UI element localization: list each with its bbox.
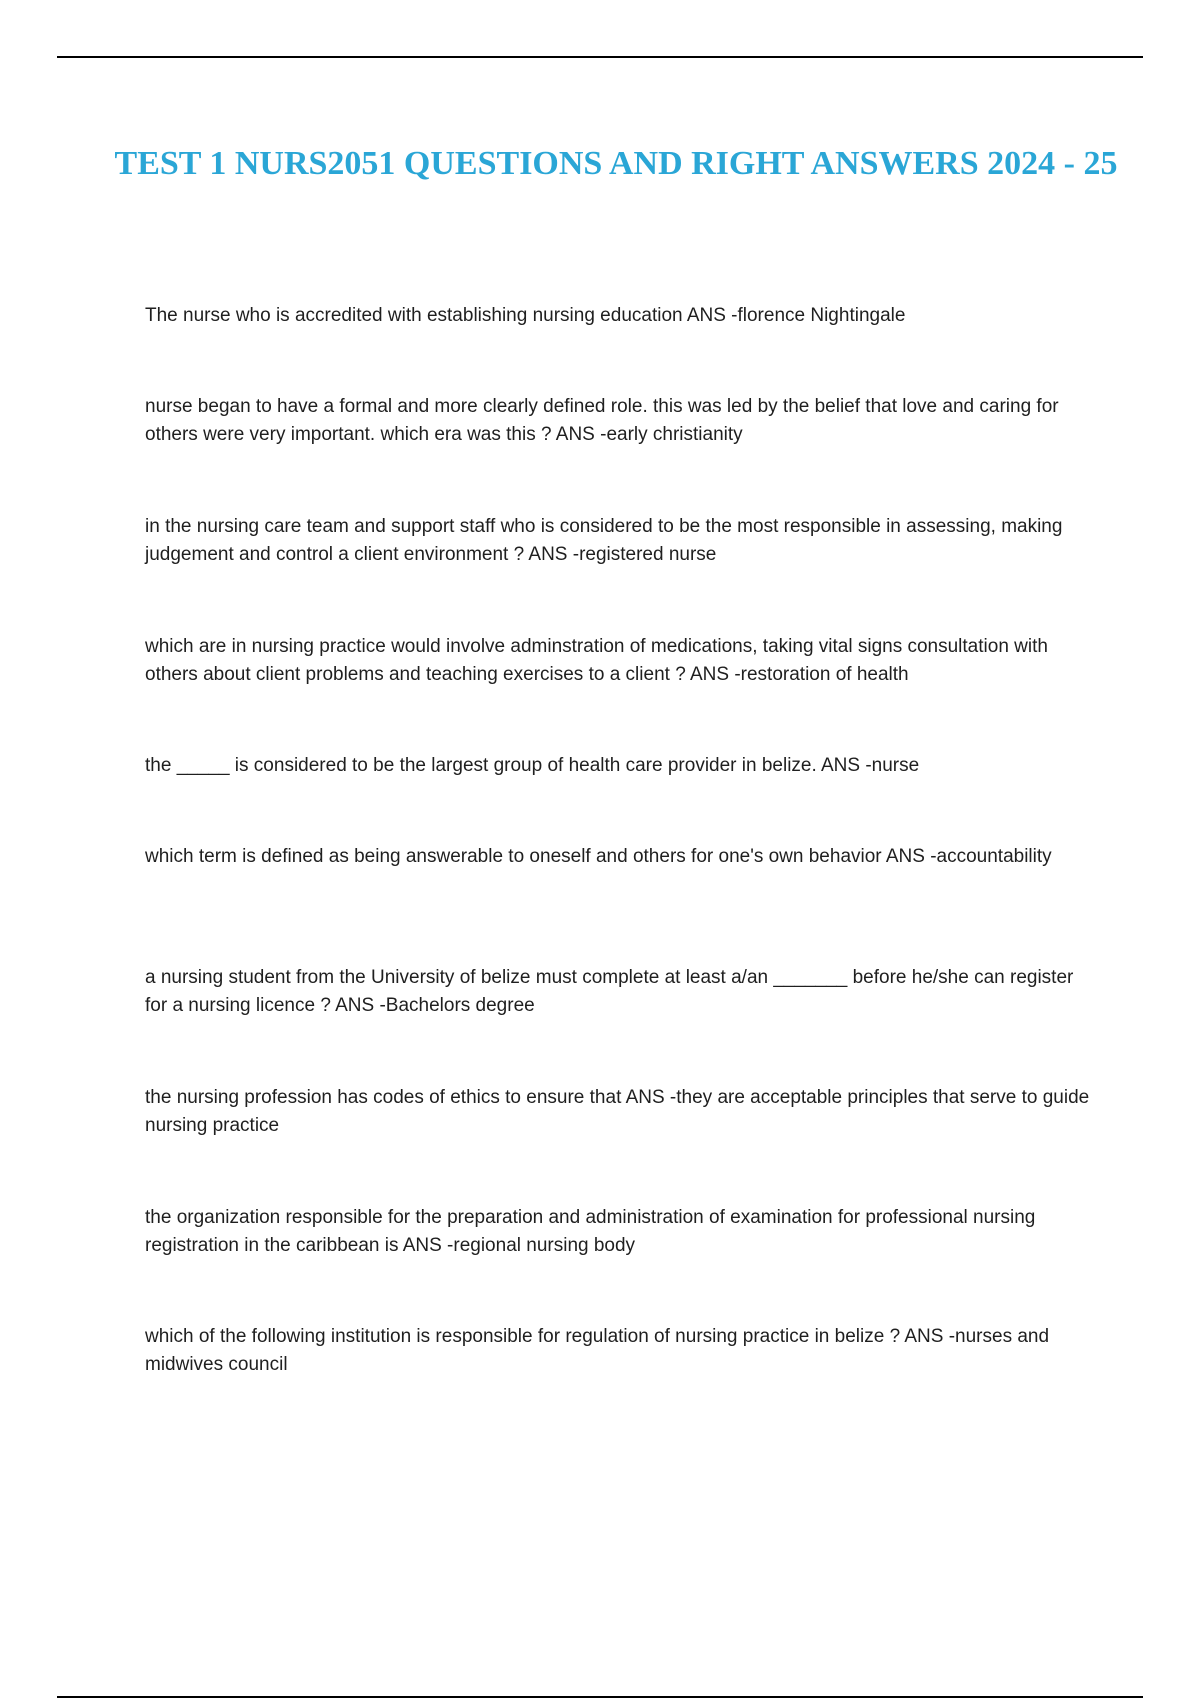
qa-item-10: which of the following institution is responsible for regulation of nursing practice in belize ? ANS -nurses and midwives council — [145, 1326, 1050, 1375]
document-title: TEST 1 NURS2051 QUESTIONS AND RIGHT ANSWERS 2024 - 25 — [114, 145, 1118, 182]
qa-item-9: the organization responsible for the preparation and administration of examination for professional nursing registration in the caribbean is ANS -regional nursing body — [145, 1207, 1036, 1256]
qa-item-3: in the nursing care team and support staff who is considered to be the most responsible in assessing, making judgement and control a client environment ? ANS -registered nurse — [145, 516, 1063, 565]
qa-item-1: The nurse who is accredited with establishing nursing education ANS -florence Nightingale — [145, 305, 906, 326]
qa-item-4: which are in nursing practice would involve adminstration of medications, taking vital signs consultation with others about client problems and teaching exercises to a client ? ANS -restoration of health — [145, 636, 1048, 685]
qa-item-8: the nursing profession has codes of ethics to ensure that ANS -they are acceptable principles that serve to guide nursing practice — [145, 1087, 1090, 1136]
qa-item-6: which term is defined as being answerable to oneself and others for one's own behavior ANS -accountability — [145, 846, 1052, 867]
qa-item-2: nurse began to have a formal and more clearly defined role. this was led by the belief that love and caring for others were very important. which era was this ? ANS -early christianity — [145, 396, 1059, 445]
qa-item-7: a nursing student from the University of belize must complete at least a/an _______ before he/she can register for a nursing licence ? ANS -Bachelors degree — [145, 967, 1074, 1016]
qa-item-5: the _____ is considered to be the largest group of health care provider in belize. ANS -nurse — [145, 755, 920, 776]
bottom-rule — [57, 1696, 1143, 1698]
